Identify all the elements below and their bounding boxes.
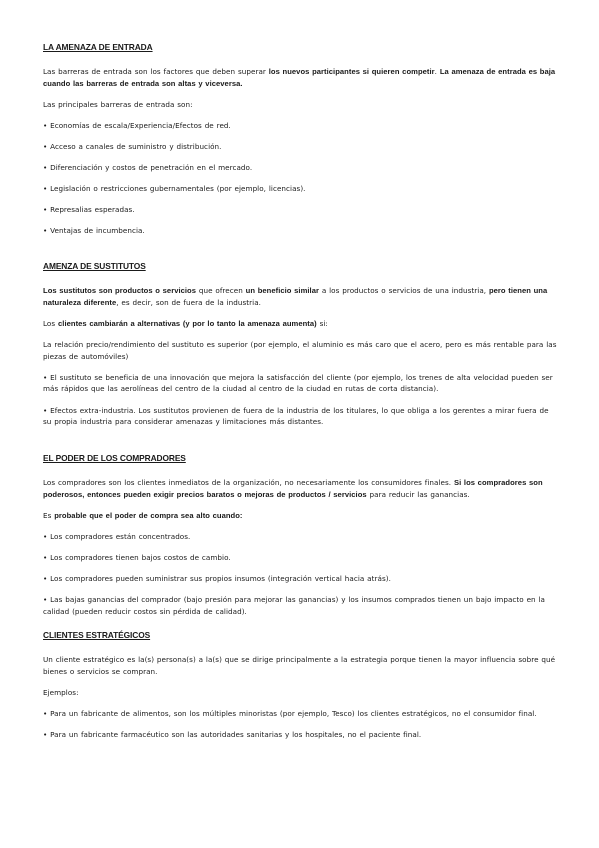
entrada-item: • Diferenciación y costos de penetración en el mercado. xyxy=(43,162,253,172)
compradores-item: • Los compradores tienen bajos costos de cambio. xyxy=(43,553,231,563)
heading-clientes: CLIENTES ESTRATÉGICOS xyxy=(43,629,151,640)
clientes-p1: Un cliente estratégico es la(s) persona(s) a la(s) que se dirige principalmente a la estrategia porque tienen la mayor influencia sobre qué bienes o servicios se compran. xyxy=(43,654,556,676)
spacer xyxy=(43,437,557,453)
compradores-item: • Las bajas ganancias del comprador (bajo presión para mejorar las ganancias) y los insumos comprados tienen un bajo impacto en la calidad (pueden reducir costos sin pérdida de calidad). xyxy=(43,595,545,616)
entrada-item: • Acceso a canales de suministro y distribución. xyxy=(43,141,222,151)
document-page xyxy=(43,42,557,750)
compradores-p1: Los compradores son los clientes inmediatos de la organización, no necesariamente los consumidores finales. Si los compradores son poderosos, entonces pueden exigir precios baratos o mejoras de productos / servicios para reducir las ganancias. xyxy=(43,478,543,499)
compradores-item: • Los compradores pueden suministrar sus propios insumos (integración vertical hacia atrás). xyxy=(43,574,391,584)
section-entrada xyxy=(43,42,557,237)
sustitutos-item: • El sustituto se beneficia de una innovación que mejora la satisfacción del cliente (por ejemplo, los trenes de alta velocidad pueden ser más rápidos que las aerolíneas del centro de la ciudad al centro de la ciudad en rutas de corta distancia). xyxy=(43,372,553,394)
entrada-item: • Represalias esperadas. xyxy=(43,205,135,215)
sustitutos-item: La relación precio/rendimiento del sustituto es superior (por ejemplo, el aluminio es más caro que el acero, pero es más rentable para las piezas de automóviles) xyxy=(43,340,557,361)
heading-compradores: EL PODER DE LOS COMPRADORES xyxy=(43,453,186,464)
entrada-item: • Legislación o restricciones gubernamentales (por ejemplo, licencias). xyxy=(43,184,306,194)
sustitutos-p2: Los clientes cambiarán a alternativas (y por lo tanto la amenaza aumenta) si: xyxy=(43,319,328,329)
entrada-intro: Las barreras de entrada son los factores que deben superar los nuevos participantes si quieren competir. La amenaza de entrada es baja cuando las barreras de entrada son altas y viceversa. xyxy=(43,67,556,88)
entrada-main-barriers: Las principales barreras de entrada son: xyxy=(43,99,193,109)
clientes-examples: Ejemplos: xyxy=(43,687,79,697)
heading-entrada: LA AMENAZA DE ENTRADA xyxy=(43,42,153,52)
clientes-item: • Para un fabricante de alimentos, son los múltiples minoristas (por ejemplo, Tesco) los clientes estratégicos, no el consumidor final. xyxy=(43,708,537,718)
sustitutos-item: • Efectos extra-industria. Los sustitutos provienen de fuera de la industria de los titulares, lo que obliga a los gerentes a mirar fuera de su propia industria para considerar amenazas y limitaciones más distantes. xyxy=(43,405,549,427)
entrada-item: • Economías de escala/Experiencia/Efectos de red. xyxy=(43,120,231,130)
section-sustitutos xyxy=(43,261,557,427)
compradores-p2: Es probable que el poder de compra sea alto cuando: xyxy=(43,510,243,520)
section-clientes xyxy=(43,630,557,740)
entrada-item: • Ventajas de incumbencia. xyxy=(43,226,145,236)
spacer xyxy=(43,246,557,261)
sustitutos-p1: Los sustitutos son productos o servicios que ofrecen un beneficio similar a los productos o servicios de una industria, pero tienen una naturaleza diferente, es decir, son de fuera de la industria. xyxy=(43,286,548,307)
clientes-item: • Para un fabricante farmacéutico son las autoridades sanitarias y los hospitales, no el paciente final. xyxy=(43,729,422,739)
section-compradores xyxy=(43,453,557,617)
heading-sustitutos: AMENZA DE SUSTITUTOS xyxy=(43,261,146,272)
compradores-item: • Los compradores están concentrados. xyxy=(43,531,191,541)
